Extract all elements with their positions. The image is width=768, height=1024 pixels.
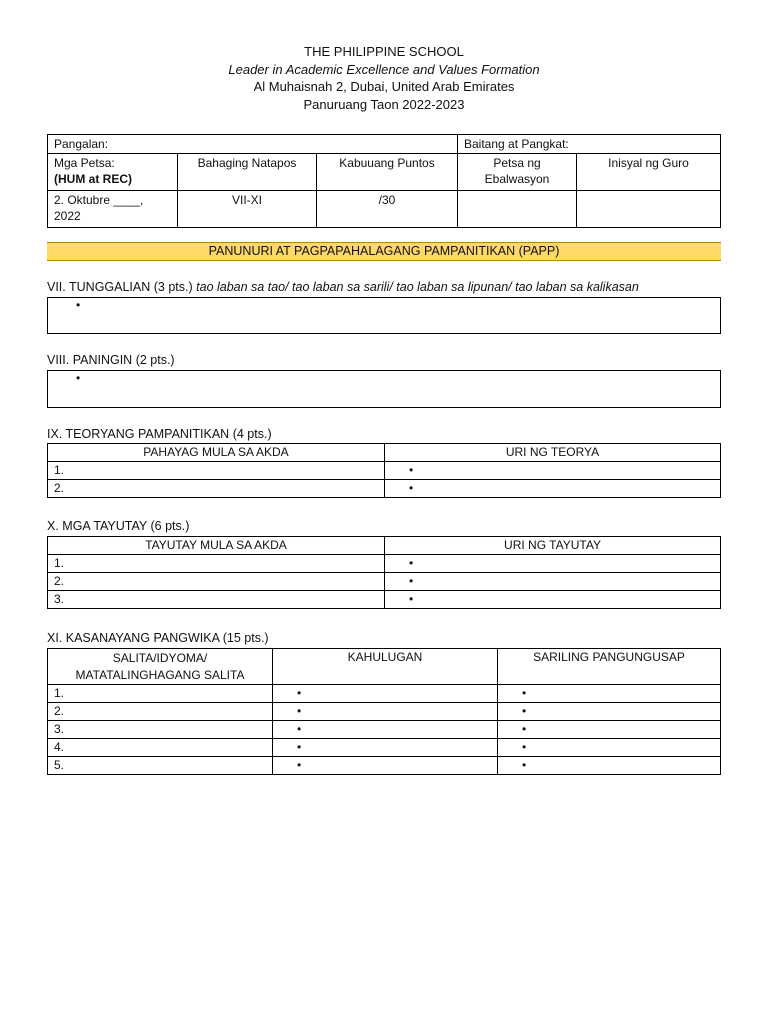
school-address: Al Muhaisnah 2, Dubai, United Arab Emirates (253, 79, 515, 94)
bullet-icon[interactable]: • (385, 462, 721, 480)
section-viii-heading (47, 353, 175, 367)
row-number[interactable]: 1. (48, 555, 385, 573)
section-vii-answer-box[interactable] (47, 297, 721, 334)
school-name: THE PHILIPPINE SCHOOL (304, 44, 464, 59)
school-year: Panuruang Taon 2022-2023 (303, 96, 465, 112)
table-row (48, 757, 721, 775)
figures-col-statement: TAYUTAY MULA SA AKDA (48, 537, 385, 555)
name-field[interactable] (48, 135, 458, 154)
table-row (48, 685, 721, 703)
bullet-icon[interactable]: • (498, 703, 721, 721)
bullet-icon[interactable]: • (273, 757, 498, 775)
theory-table (47, 443, 721, 498)
section-vii-options: tao laban sa tao/ tao laban sa sarili/ tao laban sa lipunan/ tao laban sa kalikasan (196, 280, 639, 294)
eval-date-value[interactable] (458, 191, 577, 228)
row-number[interactable]: 1. (48, 685, 273, 703)
section-x-title: X. MGA TAYUTAY (47, 519, 148, 533)
section-vii-points: (3 pts.) (153, 280, 193, 294)
section-x-heading (47, 519, 189, 533)
figures-of-speech-table (47, 536, 721, 609)
part-done-label: Bahaging Natapos (178, 154, 317, 191)
bullet-icon: • (76, 298, 81, 312)
bullet-icon[interactable]: • (498, 757, 721, 775)
bullet-icon[interactable]: • (498, 739, 721, 757)
section-xi-points: (15 pts.) (222, 631, 269, 645)
bullet-icon[interactable]: • (385, 480, 721, 498)
language-skills-table (47, 648, 721, 775)
bullet-icon[interactable]: • (498, 721, 721, 739)
table-row (48, 739, 721, 757)
part-done-value: VII-XI (178, 191, 317, 228)
bullet-icon[interactable]: • (385, 573, 721, 591)
date-value[interactable]: 2. Oktubre ____, 2022 (48, 191, 178, 228)
table-row (48, 480, 721, 498)
grade-section-field[interactable] (458, 135, 721, 154)
section-xi-heading (47, 631, 269, 645)
table-row (48, 462, 721, 480)
teacher-initial-value[interactable] (577, 191, 721, 228)
name-label: Pangalan: (54, 137, 109, 151)
table-row (48, 591, 721, 609)
teacher-initial-label: Inisyal ng Guro (577, 154, 721, 191)
total-points-label: Kabuuang Puntos (317, 154, 458, 191)
school-motto: Leader in Academic Excellence and Values Formation (228, 61, 540, 77)
section-x-points: (6 pts.) (150, 519, 190, 533)
row-number[interactable]: 1. (48, 462, 385, 480)
theory-col-type: URI NG TEORYA (385, 444, 721, 462)
section-ix-title: IX. TEORYANG PAMPANITIKAN (47, 427, 230, 441)
bullet-icon: • (76, 371, 81, 385)
bullet-icon[interactable]: • (273, 721, 498, 739)
row-number[interactable]: 3. (48, 591, 385, 609)
school-header (0, 43, 768, 113)
section-banner: PANUNURI AT PAGPAPAHALAGANG PAMPANITIKAN (PAPP) (47, 242, 721, 261)
dates-sublabel: (HUM at REC) (54, 172, 132, 186)
section-viii-answer-box[interactable] (47, 370, 721, 408)
section-ix-points: (4 pts.) (232, 427, 272, 441)
bullet-icon[interactable]: • (273, 739, 498, 757)
language-col-meaning: KAHULUGAN (273, 649, 498, 685)
row-number[interactable]: 4. (48, 739, 273, 757)
section-ix-heading (47, 427, 272, 441)
total-points-value[interactable]: /30 (317, 191, 458, 228)
row-number[interactable]: 2. (48, 703, 273, 721)
bullet-icon[interactable]: • (273, 685, 498, 703)
section-vii-heading (47, 280, 639, 294)
row-number[interactable]: 2. (48, 480, 385, 498)
dates-label: Mga Petsa: (54, 156, 115, 170)
table-row (48, 721, 721, 739)
theory-col-statement: PAHAYAG MULA SA AKDA (48, 444, 385, 462)
figures-col-type: URI NG TAYUTAY (385, 537, 721, 555)
dates-cell (48, 154, 178, 191)
row-number[interactable]: 2. (48, 573, 385, 591)
eval-date-label: Petsa ng Ebalwasyon (458, 154, 577, 191)
table-row (48, 703, 721, 721)
bullet-icon[interactable]: • (385, 555, 721, 573)
row-number[interactable]: 3. (48, 721, 273, 739)
table-row (48, 555, 721, 573)
section-viii-title: VIII. PANINGIN (47, 353, 133, 367)
table-row (48, 573, 721, 591)
bullet-icon[interactable]: • (385, 591, 721, 609)
row-number[interactable]: 5. (48, 757, 273, 775)
section-vii-title: VII. TUNGGALIAN (47, 280, 151, 294)
language-col-word: SALITA/IDYOMA/ MATATALINGHAGANG SALITA (48, 649, 273, 685)
bullet-icon[interactable]: • (498, 685, 721, 703)
language-col-sentence: SARILING PANGUNGUSAP (498, 649, 721, 685)
section-xi-title: XI. KASANAYANG PANGWIKA (47, 631, 220, 645)
student-info-table (47, 134, 721, 228)
grade-section-label: Baitang at Pangkat: (464, 137, 569, 151)
section-viii-points: (2 pts.) (135, 353, 175, 367)
bullet-icon[interactable]: • (273, 703, 498, 721)
